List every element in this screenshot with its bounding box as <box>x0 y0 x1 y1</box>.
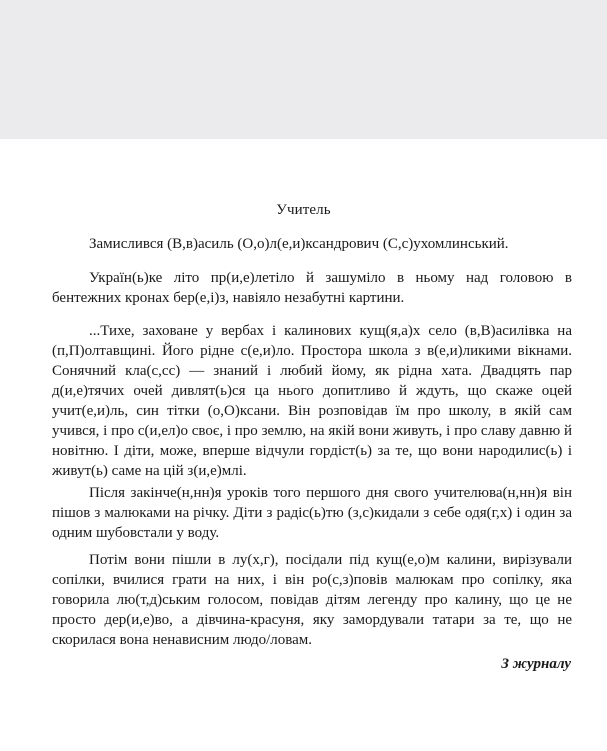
paragraph: Україн(ь)ке літо пр(и,е)летіло й зашуміло в ньому над головою в бентежних кронах бер(е,і)з, навіяло незабутні картини. <box>52 270 572 306</box>
source-signature: З журналу <box>501 656 571 672</box>
paragraph: Після закінче(н,нн)я уроків того першого дня свого учителюва(н,нн)я він пішов з малюками на річку. Діти з радіс(ь)тю (з,с)кидали з себе одя(г,х) і один за одним шубовстали у воду. <box>52 485 572 541</box>
lead-line: Замислився (В,в)асиль (О,о)л(е,и)ксандрович (С,с)ухомлинський. <box>89 236 509 252</box>
paragraph: Потім вони пішли в лу(х,г), посідали під кущ(е,о)м калини, вирізували сопілки, вчилися грати на них, і він ро(с,з)повів малюкам про сопілку, яка говорила лю(т,д)ським голосом, повідав дітям легенду про калину, що це не просто дер(и,е)во, а дівчина-красуня, яку замордували татари за те, що не скорилася вона ненависним людо/ловам. <box>52 552 572 648</box>
document-page <box>0 139 607 751</box>
paragraph: ...Тихе, заховане у вербах і калинових кущ(я,а)х село (в,В)асилівка на (п,П)олтавщині. Його рідне с(е,и)ло. Простора школа з в(е,и)ликими вікнами. Сонячний кла(с,сс) — знаний і любий йому, як рідна хата. Двадцять пар д(и,е)тячих очей дивлят(ь)ся ца нього допитливо й ждуть, що скаже оцей учит(е,и)ль, син тітки (о,О)ксани. Він розповідав їм про школу, в якій сам учився, і про с(и,ел)о своє, і про землю, на якій вони живуть, і про славу давню й новітню. І діти, може, вперше відчули гордіст(ь) за те, що вони народилис(ь) і живут(ь) саме на цій з(и,е)млі. <box>52 323 572 479</box>
top-gray-band <box>0 0 607 139</box>
document-title: Учитель <box>276 202 331 218</box>
